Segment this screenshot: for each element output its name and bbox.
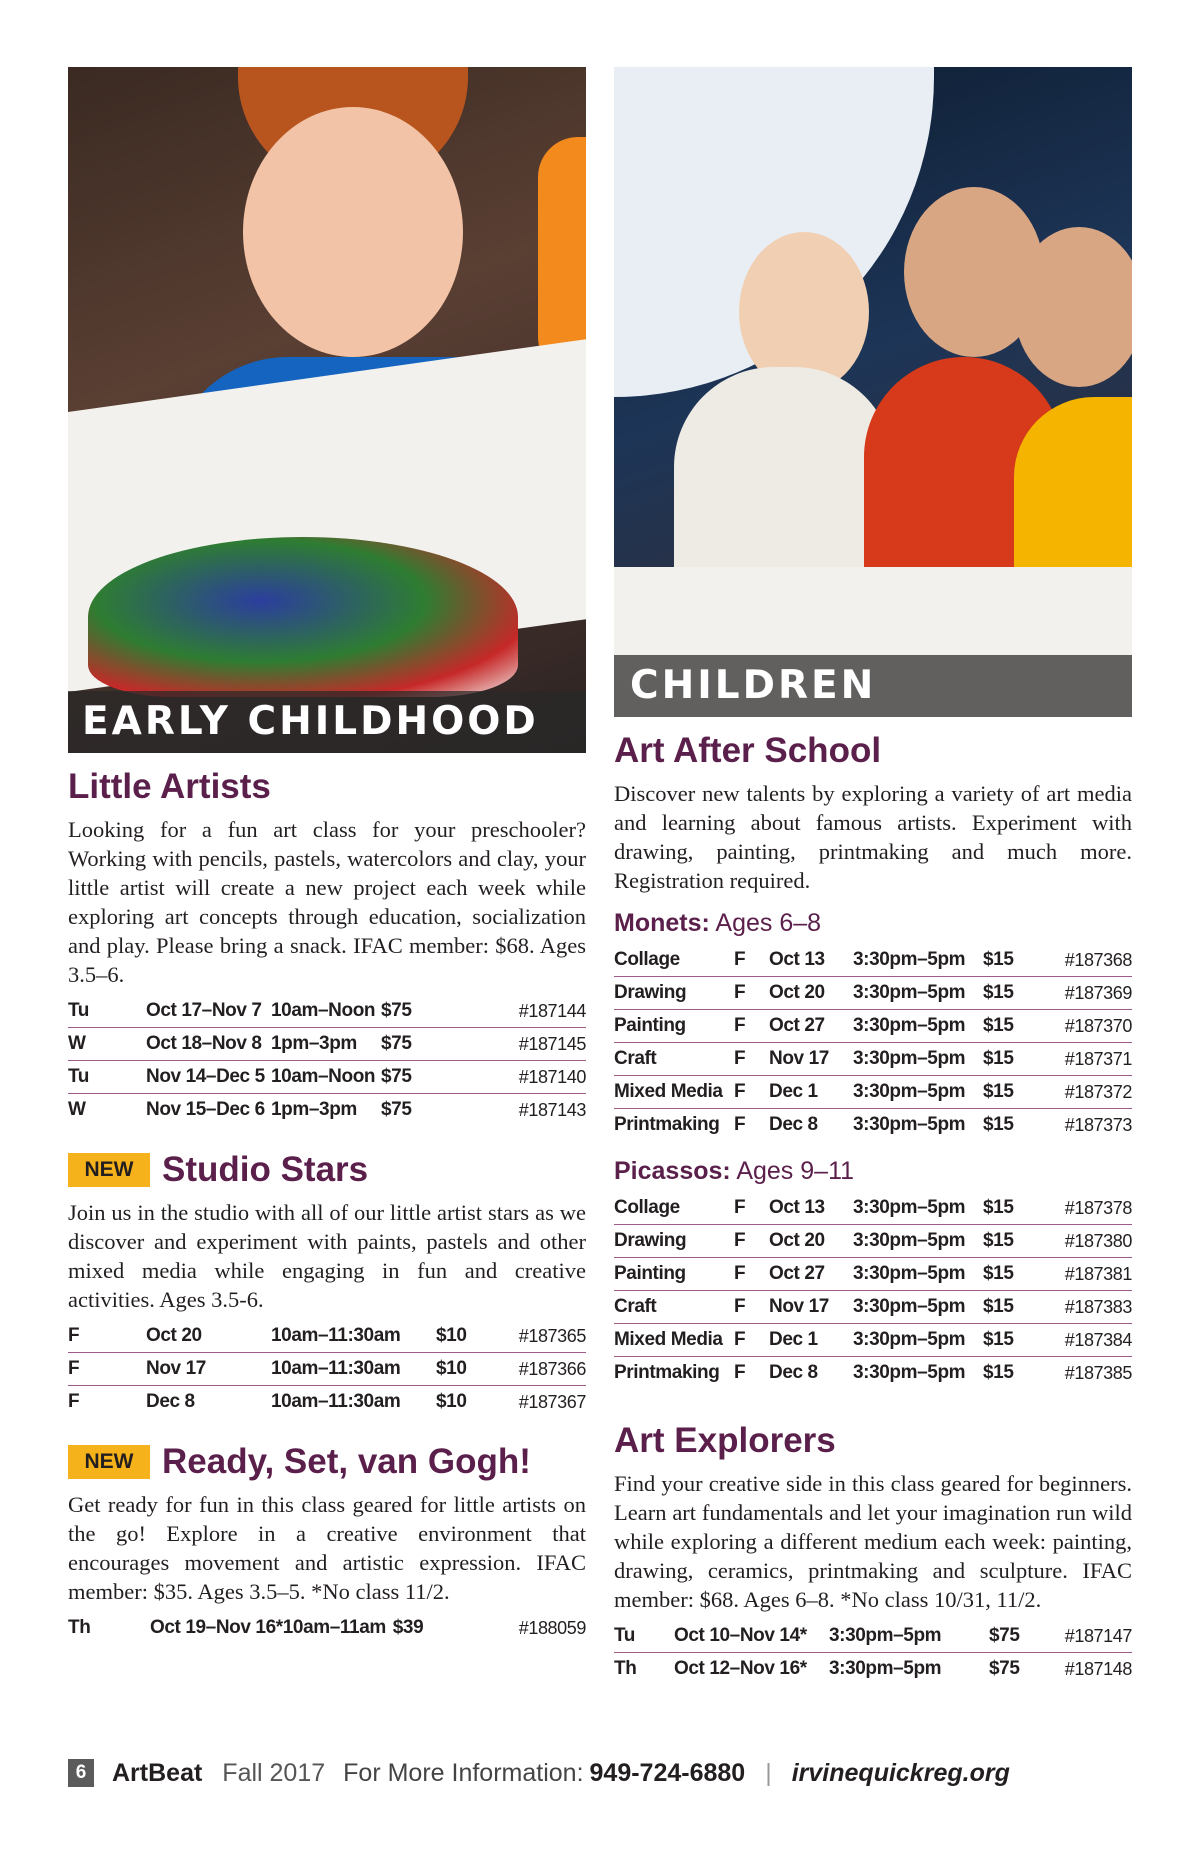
schedule-cell: 3:30pm–5pm bbox=[853, 1258, 983, 1291]
schedule-cell: $15 bbox=[983, 1076, 1033, 1109]
schedule-cell: Oct 10–Nov 14* bbox=[674, 1620, 829, 1653]
schedule-cell: Tu bbox=[68, 995, 146, 1028]
footer-url-link[interactable]: irvinequickreg.org bbox=[791, 1758, 1010, 1787]
schedule-cell: 10am–11:30am bbox=[271, 1320, 436, 1353]
new-badge: NEW bbox=[68, 1153, 150, 1187]
schedule-row bbox=[614, 1291, 1132, 1324]
schedule-cell: Drawing bbox=[614, 977, 734, 1010]
schedule-cell: F bbox=[734, 1362, 746, 1383]
schedule-cell: 10am–Noon bbox=[271, 995, 381, 1028]
schedule-cell: $15 bbox=[983, 1324, 1033, 1357]
schedule-row bbox=[614, 1192, 1132, 1225]
schedule-cell: F bbox=[68, 1353, 146, 1386]
monets-schedule bbox=[614, 944, 1132, 1141]
schedule-cell: 3:30pm–5pm bbox=[853, 1114, 966, 1135]
course-code: #187140 bbox=[451, 1061, 586, 1094]
schedule-row bbox=[614, 1357, 1132, 1390]
schedule-cell: F bbox=[734, 1010, 769, 1043]
schedule-row bbox=[68, 1061, 586, 1094]
schedule-cell: F bbox=[68, 1391, 80, 1412]
schedule-row bbox=[68, 1094, 586, 1127]
schedule-cell: Oct 12–Nov 16* bbox=[674, 1658, 807, 1679]
schedule-cell: 3:30pm–5pm bbox=[829, 1620, 989, 1653]
art-explorers-title: Art Explorers bbox=[614, 1421, 836, 1460]
schedule-cell: Th bbox=[68, 1617, 91, 1638]
schedule-cell: $15 bbox=[983, 977, 1033, 1010]
schedule-cell: Oct 13 bbox=[769, 1192, 853, 1225]
course-code: #187143 bbox=[518, 1100, 586, 1120]
schedule-cell: Th bbox=[614, 1658, 637, 1679]
schedule-cell: Mixed Media bbox=[614, 1076, 734, 1109]
schedule-cell: Oct 19–Nov 16* bbox=[150, 1617, 283, 1638]
schedule-cell: 3:30pm–5pm bbox=[853, 977, 983, 1010]
course-code: #187365 bbox=[476, 1320, 586, 1353]
schedule-cell: Dec 8 bbox=[769, 1362, 818, 1383]
van-gogh-title: Ready, Set, van Gogh! bbox=[162, 1442, 531, 1481]
schedule-cell: Drawing bbox=[614, 1225, 734, 1258]
schedule-cell: F bbox=[734, 1114, 746, 1135]
schedule-cell: 1pm–3pm bbox=[271, 1099, 357, 1120]
schedule-cell: 3:30pm–5pm bbox=[853, 944, 983, 977]
course-code: #188059 bbox=[518, 1618, 586, 1638]
schedule-cell: Craft bbox=[614, 1043, 734, 1076]
schedule-row bbox=[614, 977, 1132, 1010]
schedule-cell: Nov 17 bbox=[146, 1353, 271, 1386]
schedule-cell: F bbox=[734, 944, 769, 977]
schedule-cell: $15 bbox=[983, 944, 1033, 977]
schedule-cell: Printmaking bbox=[614, 1114, 720, 1135]
schedule-cell: $10 bbox=[436, 1320, 476, 1353]
right-column bbox=[614, 67, 1132, 1685]
studio-stars-header bbox=[68, 1148, 586, 1192]
schedule-row bbox=[68, 1320, 586, 1353]
schedule-row bbox=[68, 1353, 586, 1386]
schedule-cell: F bbox=[734, 977, 769, 1010]
schedule-cell: 10am–11am bbox=[282, 1617, 386, 1638]
schedule-cell: F bbox=[734, 1076, 769, 1109]
picassos-ages: Ages 9–11 bbox=[736, 1157, 855, 1185]
schedule-cell: F bbox=[68, 1320, 146, 1353]
little-artists-description: Looking for a fun art class for your preschooler? Working with pencils, pastels, watercolors and clay, your little artist will create a new project each week while exploring art concepts through education, socialization and play. Please bring a snack. IFAC member: $68. Ages 3.5–6. bbox=[68, 817, 586, 987]
course-code: #187367 bbox=[518, 1392, 586, 1412]
schedule-cell: F bbox=[734, 1291, 769, 1324]
schedule-cell: $15 bbox=[983, 1043, 1033, 1076]
early-childhood-label: EARLY CHILDHOOD bbox=[68, 691, 586, 753]
schedule-cell: 3:30pm–5pm bbox=[853, 1362, 966, 1383]
girl-face-3 bbox=[1014, 227, 1132, 387]
schedule-cell: Oct 27 bbox=[769, 1258, 853, 1291]
schedule-cell: $15 bbox=[983, 1010, 1033, 1043]
schedule-cell: 10am–11:30am bbox=[271, 1353, 436, 1386]
schedule-cell: Painting bbox=[614, 1258, 734, 1291]
footer-phone: 949-724-6880 bbox=[589, 1758, 746, 1787]
schedule-cell: $15 bbox=[983, 1192, 1033, 1225]
picassos-schedule bbox=[614, 1192, 1132, 1389]
course-code: #187147 bbox=[1049, 1620, 1132, 1653]
schedule-cell: Oct 20 bbox=[769, 1225, 853, 1258]
schedule-row bbox=[68, 995, 586, 1028]
schedule-cell: Collage bbox=[614, 1192, 734, 1225]
schedule-row bbox=[614, 1076, 1132, 1109]
schedule-cell: $10 bbox=[436, 1353, 476, 1386]
picassos-name: Picassos: bbox=[614, 1157, 731, 1185]
schedule-cell: Nov 17 bbox=[769, 1043, 853, 1076]
schedule-cell: W bbox=[68, 1099, 86, 1120]
schedule-row bbox=[614, 1043, 1132, 1076]
monets-subtitle bbox=[614, 909, 1132, 938]
course-code: #187385 bbox=[1064, 1363, 1132, 1383]
footer-more-info: For More Information: bbox=[343, 1758, 584, 1787]
schedule-cell: $75 bbox=[381, 1061, 451, 1094]
studio-stars-schedule bbox=[68, 1320, 586, 1418]
page-footer bbox=[68, 1757, 1068, 1789]
face-shape bbox=[243, 107, 463, 357]
art-after-school-description: Discover new talents by exploring a variety of art media and learning about famous artists. Experiment with drawing, painting, printmaking and much more. Registration required. bbox=[614, 781, 1132, 893]
van-gogh-description: Get ready for fun in this class geared for little artists on the go! Explore in a creative environment that encourages movement and artistic expression. IFAC member: $35. Ages 3.5–5. *No class 11/2. bbox=[68, 1492, 586, 1604]
schedule-cell: $75 bbox=[989, 1658, 1020, 1679]
schedule-cell: Dec 1 bbox=[769, 1076, 853, 1109]
children-label: CHILDREN bbox=[614, 655, 1132, 717]
children-photo bbox=[614, 67, 1132, 717]
schedule-cell: $15 bbox=[983, 1225, 1033, 1258]
art-explorers-description: Find your creative side in this class geared for beginners. Learn art fundamentals and let your imagination run wild while exploring a different medium each week: painting, drawing, ceramics, printmaking and sculpture. IFAC member: $68. Ages 6–8. *No class 10/31, 11/2. bbox=[614, 1471, 1132, 1612]
painting-blob bbox=[88, 537, 518, 697]
footer-brand: ArtBeat bbox=[112, 1758, 203, 1787]
course-code: #187144 bbox=[451, 995, 586, 1028]
schedule-cell: 3:30pm–5pm bbox=[853, 1076, 983, 1109]
schedule-row bbox=[68, 1612, 586, 1644]
early-childhood-photo bbox=[68, 67, 586, 753]
studio-stars-title: Studio Stars bbox=[162, 1150, 369, 1189]
schedule-cell: 3:30pm–5pm bbox=[853, 1010, 983, 1043]
page-number: 6 bbox=[68, 1759, 94, 1787]
little-artists-title: Little Artists bbox=[68, 767, 271, 806]
schedule-cell: Oct 27 bbox=[769, 1010, 853, 1043]
schedule-cell: Nov 15–Dec 6 bbox=[146, 1099, 265, 1120]
schedule-cell: Oct 20 bbox=[146, 1320, 271, 1353]
course-code: #187369 bbox=[1033, 977, 1132, 1010]
monets-name: Monets: bbox=[614, 909, 710, 937]
art-after-school-title: Art After School bbox=[614, 731, 882, 770]
course-code: #187384 bbox=[1033, 1324, 1132, 1357]
course-code: #187381 bbox=[1033, 1258, 1132, 1291]
schedule-cell: 3:30pm–5pm bbox=[853, 1192, 983, 1225]
schedule-cell: $75 bbox=[381, 1099, 412, 1120]
schedule-row bbox=[614, 1324, 1132, 1357]
schedule-cell: $10 bbox=[436, 1391, 467, 1412]
schedule-cell: 3:30pm–5pm bbox=[853, 1043, 983, 1076]
schedule-cell: Tu bbox=[614, 1620, 674, 1653]
schedule-cell: Printmaking bbox=[614, 1362, 720, 1383]
schedule-row bbox=[614, 1225, 1132, 1258]
schedule-cell: Painting bbox=[614, 1010, 734, 1043]
schedule-cell: Oct 20 bbox=[769, 977, 853, 1010]
van-gogh-schedule bbox=[68, 1612, 586, 1644]
schedule-cell: $75 bbox=[381, 1028, 451, 1061]
schedule-cell: $75 bbox=[381, 995, 451, 1028]
schedule-cell: Mixed Media bbox=[614, 1324, 734, 1357]
schedule-cell: F bbox=[734, 1192, 769, 1225]
schedule-cell: 3:30pm–5pm bbox=[853, 1324, 983, 1357]
schedule-cell: $15 bbox=[983, 1362, 1014, 1383]
schedule-cell: 3:30pm–5pm bbox=[853, 1225, 983, 1258]
schedule-cell: F bbox=[734, 1324, 769, 1357]
schedule-row bbox=[614, 944, 1132, 977]
schedule-cell: 10am–Noon bbox=[271, 1061, 381, 1094]
course-code: #187371 bbox=[1033, 1043, 1132, 1076]
footer-separator: | bbox=[765, 1758, 772, 1787]
art-explorers-schedule bbox=[614, 1620, 1132, 1685]
schedule-cell: Dec 1 bbox=[769, 1324, 853, 1357]
schedule-cell: $39 bbox=[392, 1617, 424, 1638]
schedule-cell: Oct 13 bbox=[769, 944, 853, 977]
schedule-cell: $15 bbox=[983, 1291, 1033, 1324]
course-code: #187148 bbox=[1064, 1659, 1132, 1679]
course-code: #187370 bbox=[1033, 1010, 1132, 1043]
little-artists-schedule bbox=[68, 995, 586, 1126]
schedule-cell: Oct 18–Nov 8 bbox=[146, 1028, 271, 1061]
schedule-cell: F bbox=[734, 1258, 769, 1291]
schedule-row bbox=[614, 1258, 1132, 1291]
schedule-cell: F bbox=[734, 1043, 769, 1076]
schedule-row bbox=[614, 1653, 1132, 1686]
schedule-cell: Tu bbox=[68, 1061, 146, 1094]
schedule-cell: 1pm–3pm bbox=[271, 1028, 381, 1061]
footer-season: Fall 2017 bbox=[222, 1758, 326, 1787]
course-code: #187373 bbox=[1064, 1115, 1132, 1135]
schedule-cell: Dec 8 bbox=[146, 1391, 195, 1412]
schedule-cell: Nov 17 bbox=[769, 1291, 853, 1324]
schedule-row bbox=[614, 1010, 1132, 1043]
left-column bbox=[68, 67, 586, 1644]
van-gogh-header bbox=[68, 1440, 586, 1484]
schedule-cell: Oct 17–Nov 7 bbox=[146, 995, 271, 1028]
schedule-cell: 3:30pm–5pm bbox=[853, 1291, 983, 1324]
new-badge: NEW bbox=[68, 1445, 150, 1479]
course-code: #187378 bbox=[1033, 1192, 1132, 1225]
course-code: #187366 bbox=[476, 1353, 586, 1386]
schedule-cell: 10am–11:30am bbox=[271, 1391, 401, 1412]
schedule-cell: Dec 8 bbox=[769, 1114, 818, 1135]
course-code: #187383 bbox=[1033, 1291, 1132, 1324]
picassos-subtitle bbox=[614, 1157, 1132, 1186]
course-code: #187380 bbox=[1033, 1225, 1132, 1258]
schedule-cell: $75 bbox=[989, 1620, 1049, 1653]
schedule-cell: Collage bbox=[614, 944, 734, 977]
schedule-row bbox=[614, 1109, 1132, 1142]
course-code: #187145 bbox=[451, 1028, 586, 1061]
schedule-cell: $15 bbox=[983, 1114, 1014, 1135]
course-code: #187368 bbox=[1033, 944, 1132, 977]
schedule-row bbox=[614, 1620, 1132, 1653]
schedule-cell: Craft bbox=[614, 1291, 734, 1324]
monets-ages: Ages 6–8 bbox=[715, 909, 822, 937]
schedule-cell: Nov 14–Dec 5 bbox=[146, 1061, 271, 1094]
studio-stars-description: Join us in the studio with all of our little artist stars as we discover and experiment with paints, pastels and other mixed media while engaging in fun and creative activities. Ages 3.5-6. bbox=[68, 1200, 586, 1312]
schedule-cell: F bbox=[734, 1225, 769, 1258]
schedule-cell: 3:30pm–5pm bbox=[829, 1658, 942, 1679]
schedule-cell: W bbox=[68, 1028, 146, 1061]
course-code: #187372 bbox=[1033, 1076, 1132, 1109]
schedule-row bbox=[68, 1386, 586, 1419]
schedule-cell: $15 bbox=[983, 1258, 1033, 1291]
schedule-row bbox=[68, 1028, 586, 1061]
